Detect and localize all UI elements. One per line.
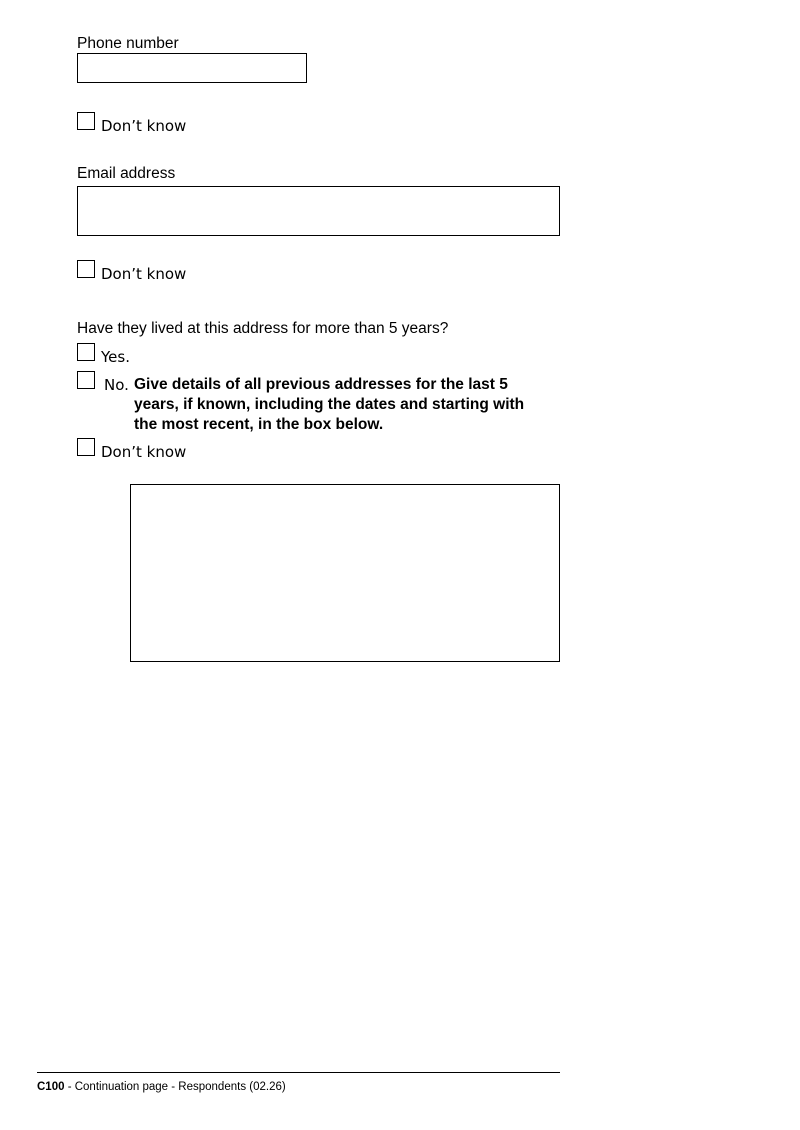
footer-description: - Continuation page - Respondents (02.26) [64,1081,286,1093]
phone-dont-know-label: Don’t know [101,117,187,135]
footer [37,1080,286,1094]
footer-form-code: C100 [37,1081,65,1093]
email-address-input[interactable] [77,186,560,236]
email-dont-know-checkbox[interactable] [77,260,95,278]
residence-no-checkbox[interactable] [77,371,95,389]
residence-no-label: No. [104,376,129,394]
residence-no-instruction-text: Give details of all previous addresses for the last 5 years, if known, including the dates and starting with the most recent, in the box below. [134,376,525,433]
previous-addresses-textarea[interactable] [130,484,560,662]
residence-dont-know-label: Don’t know [101,443,187,461]
residence-yes-checkbox[interactable] [77,343,95,361]
phone-dont-know-checkbox[interactable] [77,112,95,130]
footer-divider [37,1072,560,1073]
phone-number-input[interactable] [77,53,307,83]
email-address-label: Email address [77,165,176,182]
residence-dont-know-checkbox[interactable] [77,438,95,456]
residence-yes-label: Yes. [101,348,130,366]
residence-question: Have they lived at this address for more than 5 years? [77,320,449,337]
phone-number-label: Phone number [77,35,179,52]
email-dont-know-label: Don’t know [101,265,187,283]
residence-no-instruction [134,375,544,435]
